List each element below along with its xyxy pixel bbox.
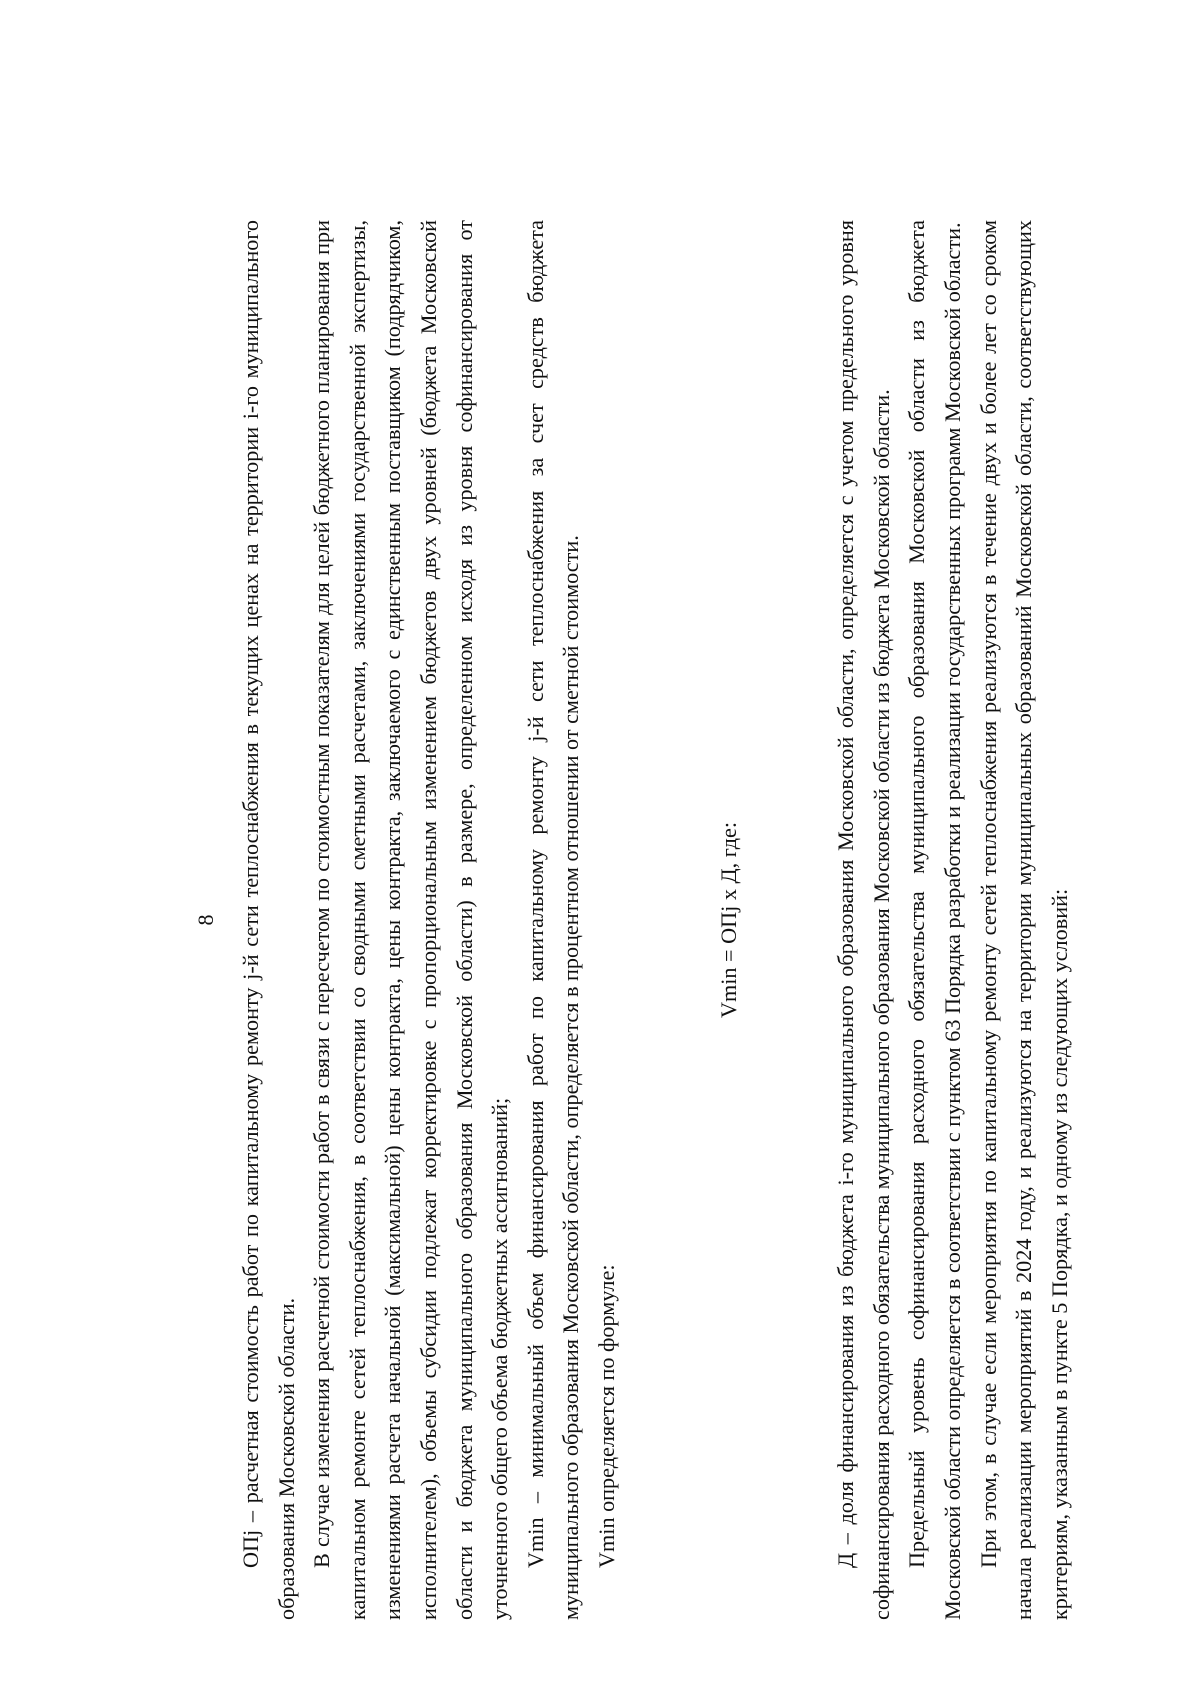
- rotated-page-content: [125, 220, 1075, 1620]
- paragraph-vmin-definition: Vmin – минимальный объем финансирования работ по капитальному ремонту j-й сети теплоснабжения за счет средств бюджета муниципального образования Московской области, определяется в процентном отношении от сметной стоимости.: [522, 220, 584, 1620]
- paragraph-d-definition: Д – доля финансирования из бюджета i-го муниципального образования Московской области, определяется с учетом предельного уровня софинансирования расходного обязательства муниципального образования Московской области из бюджета Московской области.: [833, 220, 894, 1620]
- formula: Vmin = ОПj х Д, где:: [715, 821, 741, 1019]
- paragraph-cost-change: В случае изменения расчетной стоимости работ в связи с пересчетом по стоимостным показателям для целей бюджетного планирования при капитальном ремонте сетей теплоснабжения, в соответствии со сводными сметными расчетами, заключениями государственной экспертизы, изменениями расчета начальной (максимальной) цены контракта, цены контракта, заключаемого с единственным поставщиком (подрядчиком, исполнителем), объемы субсидии подлежат корректировке с пропорциональным изменением бюджетов двух уровней (бюджета Московской области и бюджета муниципального образования Московской области) в размере, определенном исходя из уровня софинансирования от уточненного общего объема бюджетных ассигнований;: [309, 220, 513, 1620]
- paragraph-conditions: При этом, в случае если мероприятия по капитальному ремонту сетей теплоснабжения реализуются в течение двух и более лет со сроком начала реализации мероприятий в 2024 году, и реализуются на территории муниципальных образований Московской области, соответствующих критериям, указанным в пункте 5 Порядка, и одному из следующих условий:: [975, 220, 1072, 1620]
- page-number: 8: [193, 914, 218, 926]
- paragraph-limit-level: Предельный уровень софинансирования расходного обязательства муниципального образования Московской области из бюджета Московской области определяется в соответствии с пунктом 63 Порядка разработки и реализации государственных программ Московской области.: [904, 220, 965, 1620]
- paragraph-vmin-formula-intro: Vmin определяется по формуле:: [593, 1264, 619, 1568]
- document-body: [233, 220, 1077, 1620]
- paragraph-op-definition: ОПj – расчетная стоимость работ по капитальному ремонту j-й сети теплоснабжения в текущих ценах на территории i-го муниципального образования Московской области.: [238, 220, 299, 1620]
